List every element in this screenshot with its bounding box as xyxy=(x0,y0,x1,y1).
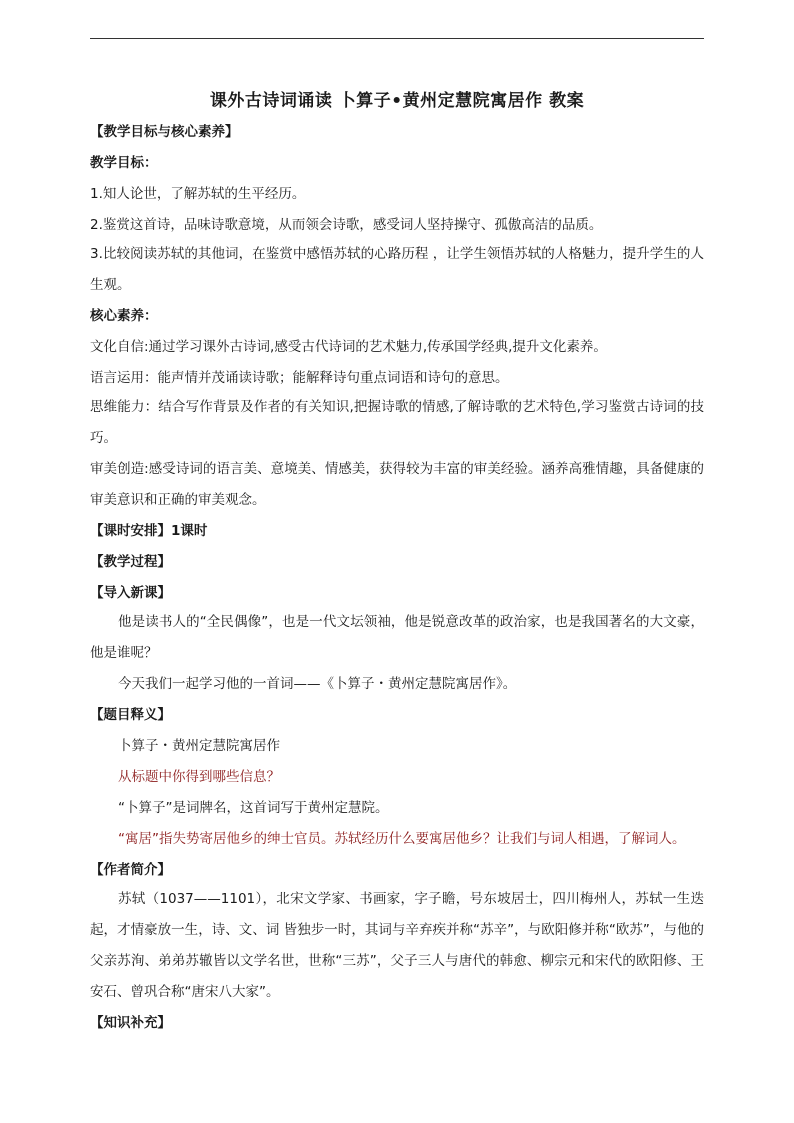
goal-2: 2.鉴赏这首诗，品味诗歌意境，从而领会诗歌，感受词人坚持操守、孤傲高洁的品质。 xyxy=(90,217,603,233)
explain-2: “寓居”指失势寄居他乡的绅士官员。苏轼经历什么要寓居他乡？让我们与词人相遇，了解词人。 xyxy=(118,831,686,847)
schedule-value: 1课时 xyxy=(171,523,208,539)
goal-3: 3.比较阅读苏轼的其他词，在鉴赏中感悟苏轼的心路历程 ，让学生领悟苏轼的人格魅力，提升学生的人生观。 xyxy=(90,246,704,293)
intro-heading: 【导入新课】 xyxy=(90,585,171,601)
explain-1: “卜算子”是词牌名，这首词写于黄州定慧院。 xyxy=(118,800,389,816)
core-thinking: 思维能力：结合写作背景及作者的有关知识,把握诗歌的情感,了解诗歌的艺术特色,学习鉴赏古诗词的技巧。 xyxy=(90,399,704,446)
process-heading: 【教学过程】 xyxy=(90,554,171,570)
header-rule xyxy=(90,38,704,39)
schedule-line xyxy=(90,521,704,542)
poem-title: 卜算子・黄州定慧院寓居作 xyxy=(118,738,280,754)
author-paragraph: 苏轼（1037——1101），北宋文学家、书画家，字子瞻，号东坡居士，四川梅州人，苏轼一生迭起，才情豪放一生，诗、文、词 皆独步一时，其词与辛弃疾并称“苏辛”，与欧阳修并称“欧苏”，与他的父亲苏洵、弟弟苏辙皆以文学名世，世称“三苏”，父子三人与唐代的韩愈、柳宗元和宋代的欧阳修、王安石、曾巩合称“唐宋八大家”。 xyxy=(90,891,704,1000)
author-heading: 【作者简介】 xyxy=(90,862,171,878)
schedule-heading: 【课时安排】 xyxy=(90,523,171,539)
intro-paragraph-1: 他是读书人的“全民偶像”，也是一代文坛领袖，他是锐意改革的政治家，也是我国著名的大文豪，他是谁呢？ xyxy=(90,614,704,661)
core-language: 语言运用：能声情并茂诵读诗歌；能解释诗句重点词语和诗句的意思。 xyxy=(90,370,509,386)
knowledge-heading: 【知识补充】 xyxy=(90,1015,171,1031)
goal-1: 1.知人论世，了解苏轼的生平经历。 xyxy=(90,186,306,202)
goals-heading: 【教学目标与核心素养】 xyxy=(90,124,239,140)
question: 从标题中你得到哪些信息？ xyxy=(118,769,280,785)
title-explain-heading: 【题目释义】 xyxy=(90,707,171,723)
core-label: 核心素养： xyxy=(90,308,158,324)
core-aesthetic: 审美创造:感受诗词的语言美、意境美、情感美，获得较为丰富的审美经验。涵养高雅情趣，具备健康的审美意识和正确的审美观念。 xyxy=(90,461,704,508)
document-title: 课外古诗词诵读 卜算子•黄州定慧院寓居作 教案 xyxy=(209,91,585,111)
teaching-goals-label: 教学目标： xyxy=(90,155,158,171)
core-culture: 文化自信:通过学习课外古诗词,感受古代诗词的艺术魅力,传承国学经典,提升文化素养。 xyxy=(90,339,607,355)
document-body xyxy=(90,122,704,1034)
intro-paragraph-2: 今天我们一起学习他的一首词——《卜算子・黄州定慧院寓居作》。 xyxy=(118,676,517,692)
